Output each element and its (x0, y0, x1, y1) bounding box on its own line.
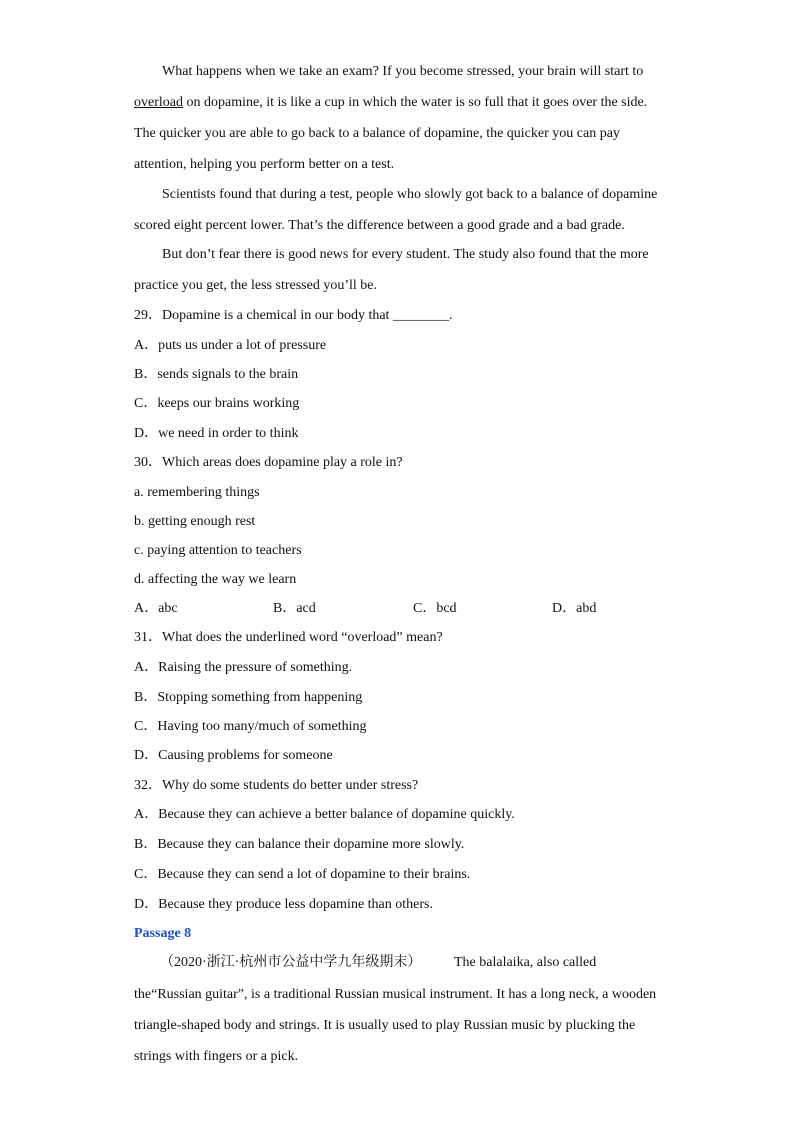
question-29-option-b: B．sends signals to the brain (134, 367, 299, 382)
paragraph-2-line-1: Scientists found that during a test, people who slowly got back to a balance of dopamine (162, 187, 658, 202)
paragraph-1-line-1 (162, 63, 643, 81)
question-30-stem: 30．Which areas does dopamine play a role in? (134, 455, 403, 470)
question-30-option-d: D．abd (552, 601, 597, 616)
question-32-option-d: D．Because they produce less dopamine than others. (134, 897, 433, 912)
question-31-option-c: C．Having too many/much of something (134, 719, 367, 734)
question-30-option-a: A．abc (134, 601, 178, 616)
question-30-option-c: C．bcd (413, 601, 457, 616)
text-span: What happens when we take an exam? If you become stressed, your brain will start to (162, 64, 644, 79)
question-30-item-b: b. getting enough rest (134, 514, 256, 529)
question-30-item-c: c. paying attention to teachers (134, 543, 302, 558)
question-29-option-a: A．puts us under a lot of pressure (134, 338, 327, 353)
paragraph-2-line-2: scored eight percent lower. That’s the difference between a good grade and a bad grade. (134, 218, 625, 233)
question-31-stem: 31．What does the underlined word “overload” mean? (134, 630, 443, 645)
passage-8-line-4: strings with fingers or a pick. (134, 1049, 299, 1064)
question-32-option-a: A．Because they can achieve a better balance of dopamine quickly. (134, 807, 515, 822)
passage-8-line-1: The balalaika, also called (454, 955, 597, 970)
paragraph-1-line-3: The quicker you are able to go back to a balance of dopamine, the quicker you can pay (134, 126, 620, 141)
passage-8-line-2: the“Russian guitar”, is a traditional Russian musical instrument. It has a long neck, a wooden (134, 987, 657, 1002)
question-32-option-c: C．Because they can send a lot of dopamine to their brains. (134, 867, 471, 882)
question-30-item-a: a. remembering things (134, 485, 260, 500)
passage-8-source: （2020·浙江·杭州市公益中学九年级期末） (160, 955, 422, 970)
paragraph-1-line-4: attention, helping you perform better on a test. (134, 157, 395, 172)
question-31-option-a: A．Raising the pressure of something. (134, 660, 353, 675)
question-29-option-d: D．we need in order to think (134, 426, 299, 441)
question-29-option-c: C．keeps our brains working (134, 396, 300, 411)
question-30-option-b: B．acd (273, 601, 316, 616)
passage-8-heading: Passage 8 (134, 926, 192, 941)
paragraph-1-line-2 (134, 94, 647, 112)
underlined-word-overload: overload (134, 95, 183, 110)
question-30-item-d: d. affecting the way we learn (134, 572, 297, 587)
passage-8-line-3: triangle-shaped body and strings. It is usually used to play Russian music by plucking the (134, 1018, 636, 1033)
paragraph-3-line-2: practice you get, the less stressed you’ll be. (134, 278, 377, 293)
question-31-option-d: D．Causing problems for someone (134, 748, 333, 763)
question-29-stem: 29．Dopamine is a chemical in our body that ________. (134, 308, 453, 323)
text-span: on dopamine, it is like a cup in which the water is so full that it goes over the side. (182, 95, 648, 110)
question-30-options (0, 600, 800, 618)
question-32-stem: 32．Why do some students do better under stress? (134, 778, 419, 793)
question-32-option-b: B．Because they can balance their dopamine more slowly. (134, 837, 465, 852)
question-31-option-b: B．Stopping something from happening (134, 690, 363, 705)
paragraph-3-line-1: But don’t fear there is good news for every student. The study also found that the more (162, 247, 649, 262)
